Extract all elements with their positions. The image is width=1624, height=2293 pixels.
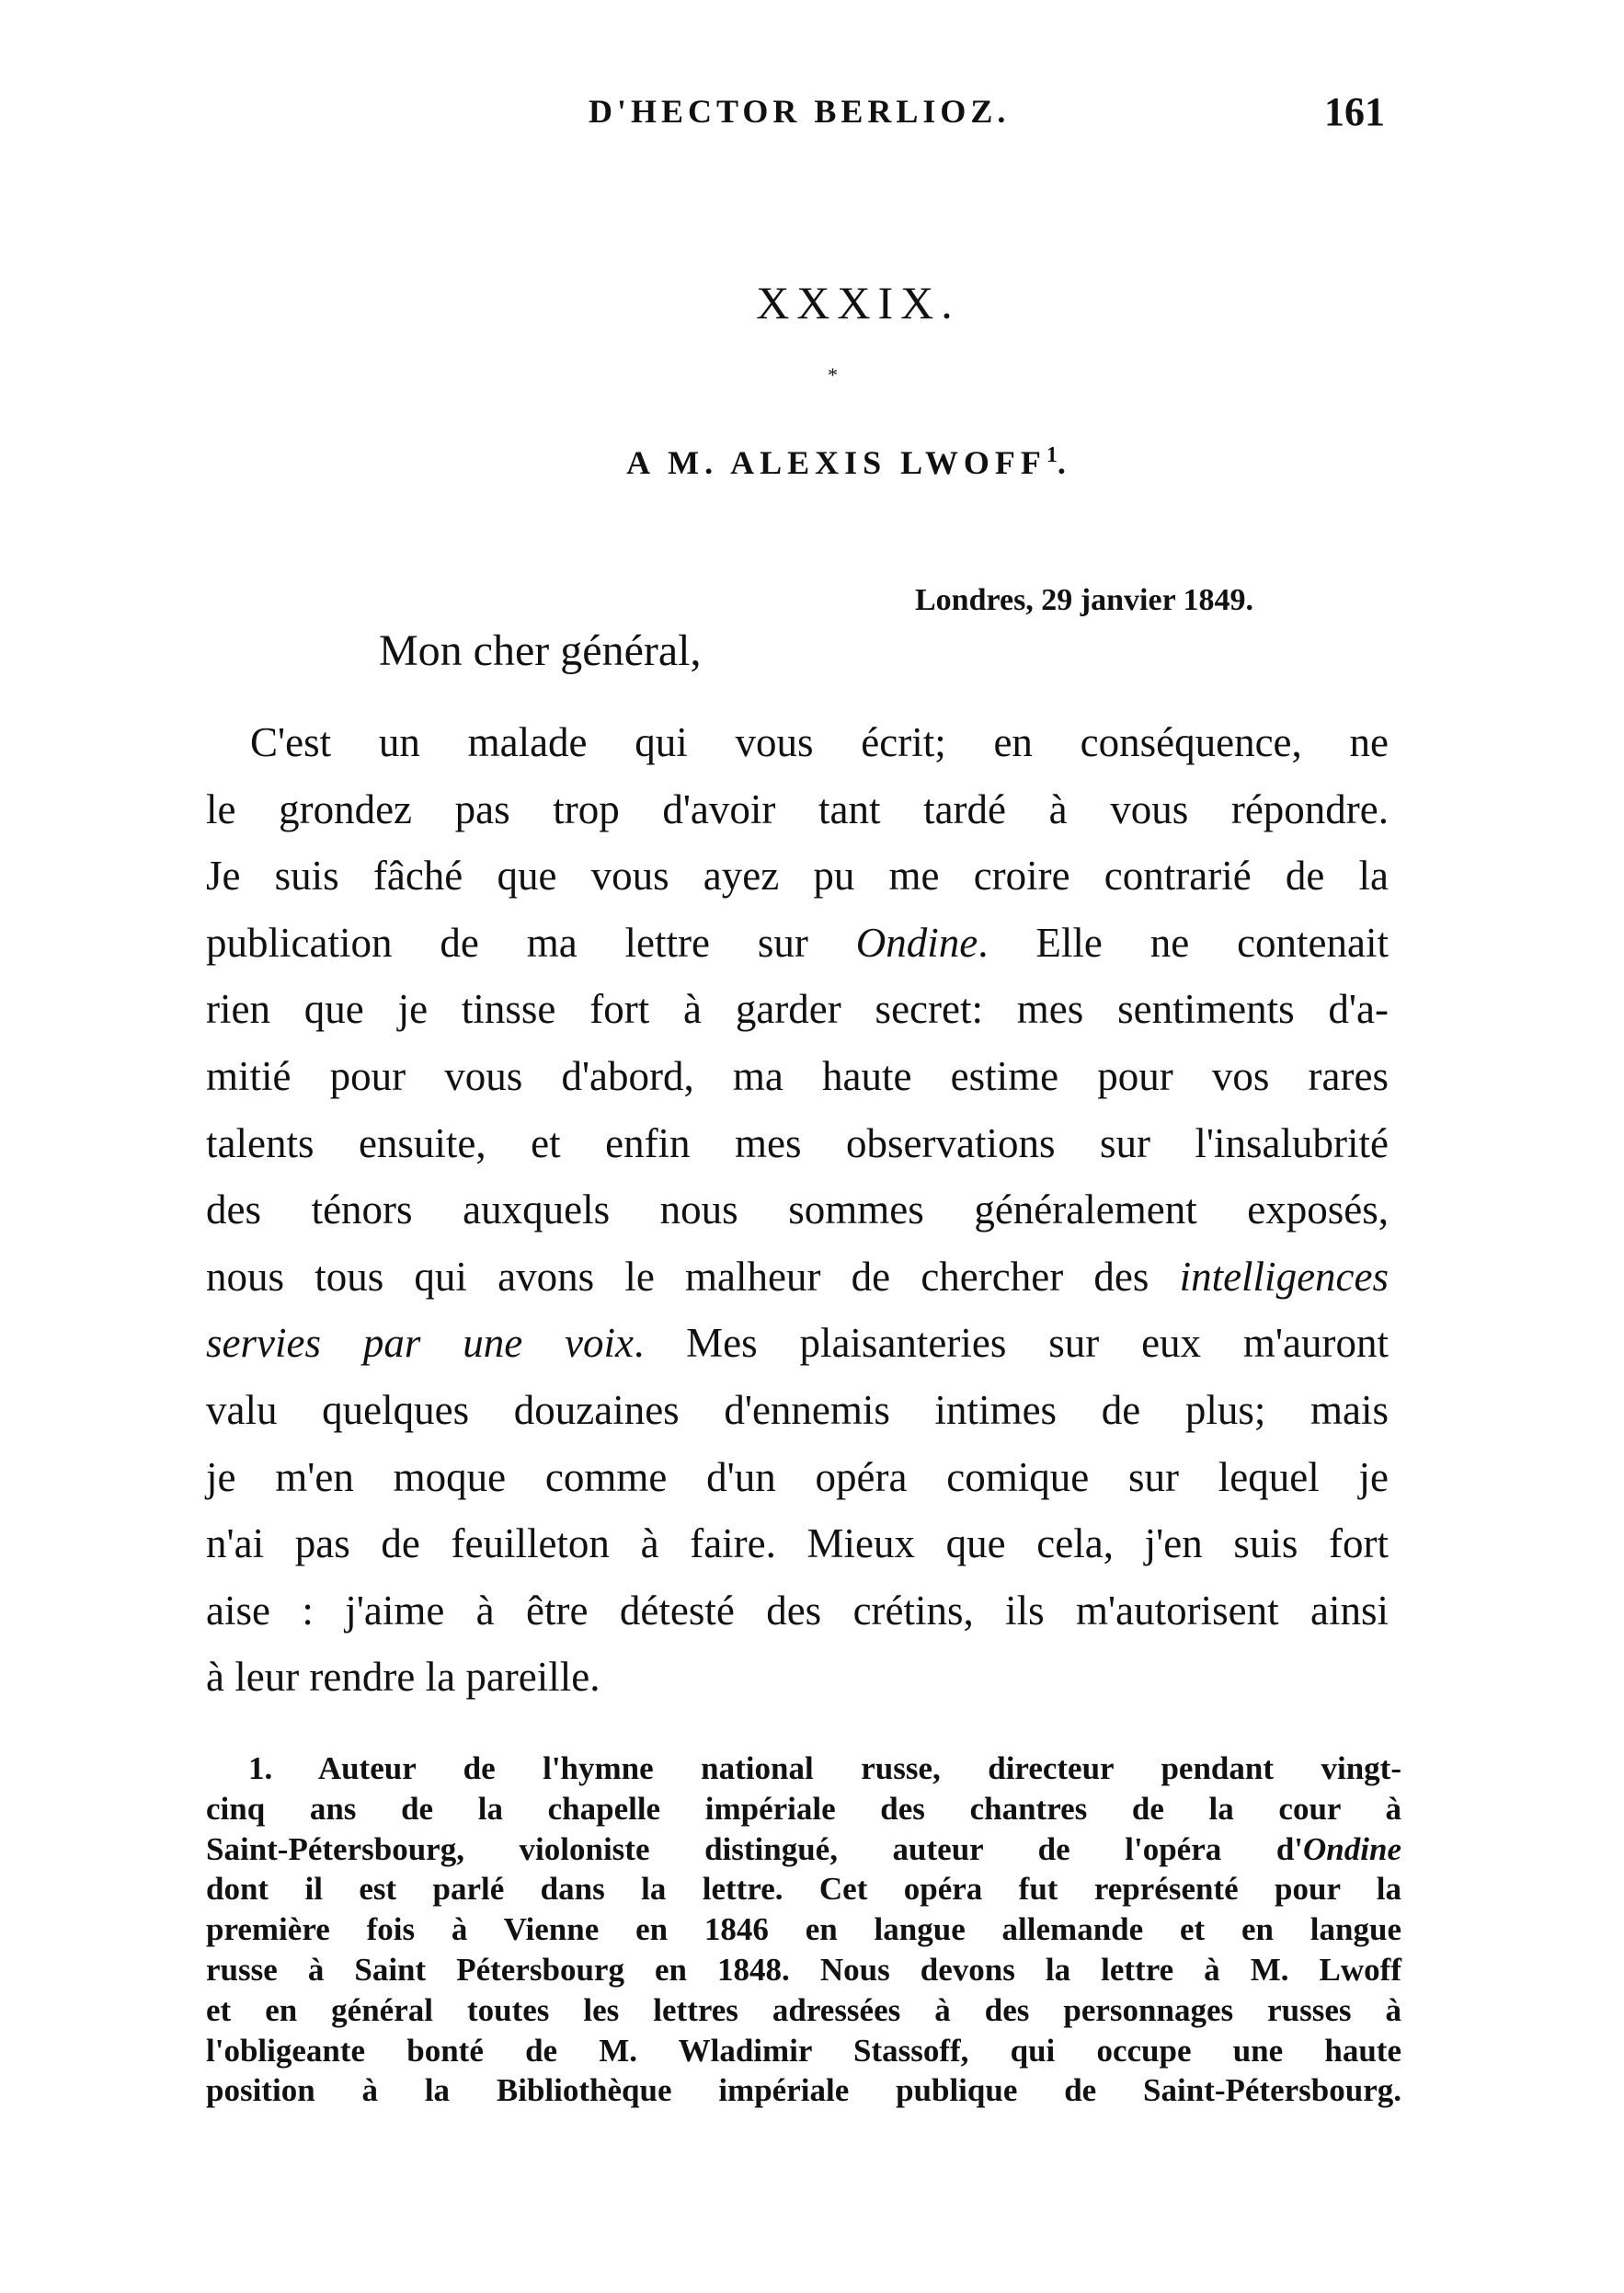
text: publication de ma lettre sur (206, 919, 856, 966)
addressee-end: . (1057, 444, 1071, 481)
body-line: je m'en moque comme d'un opéra comique sur lequel je (206, 1453, 1389, 1500)
body-line: le grondez pas trop d'avoir tant tardé à vous répondre. (206, 785, 1389, 832)
fn-line: 1. Auteur de l'hymne national russe, directeur pendant vingt- (248, 1750, 1401, 1786)
body-line: à leur rendre la pareille. (206, 1654, 600, 1701)
italic-text: Ondine (855, 919, 978, 966)
body-line: Je suis fâché que vous ayez pu me croire contrarié de la (206, 853, 1389, 900)
text: nous tous qui avons le malheur de chercher des (206, 1253, 1180, 1300)
body-line: n'ai pas de feuilleton à faire. Mieux que cela, j'en suis fort (206, 1520, 1389, 1567)
fn-line: russe à Saint Pétersbourg en 1848. Nous devons la lettre à M. Lwoff (206, 1952, 1401, 1988)
fn-line: première fois à Vienne en 1846 en langue allemande et en langue (206, 1911, 1401, 1948)
footnote-ref: 1 (1046, 443, 1058, 467)
italic-text: Ondine (1303, 1830, 1401, 1867)
italic-text: intelligences (1179, 1253, 1389, 1300)
fn-line: cinq ans de la chapelle impériale des chantres de la cour à (206, 1790, 1401, 1827)
body-line: rien que je tinsse fort à garder secret: mes sentiments d'a- (206, 986, 1389, 1033)
ornament: * (828, 363, 838, 386)
page-number: 161 (1324, 89, 1385, 134)
addressee (0, 443, 1624, 482)
text: Saint-Pétersbourg, violoniste distingué, auteur de l'opéra d' (206, 1830, 1304, 1867)
fn-line: dont il est parlé dans la lettre. Cet opéra fut représenté pour la (206, 1871, 1401, 1908)
fn-line: et en général toutes les lettres adressées à des personnages russes à (206, 1991, 1401, 2028)
fn-line (206, 1830, 1401, 1867)
running-head: D'HECTOR BERLIOZ. (589, 93, 1011, 130)
fn-line: position à la Bibliothèque impériale publique de Saint-Pétersbourg. (206, 2072, 1401, 2109)
dateline: Londres, 29 janvier 1849. (915, 583, 1254, 617)
body-line (206, 1253, 1389, 1300)
body-line: talents ensuite, et enfin mes observations sur l'insalubrité (206, 1119, 1389, 1166)
addressee-text: A M. ALEXIS LWOFF (626, 444, 1046, 481)
body-line: valu quelques douzaines d'ennemis intimes de plus; mais (206, 1387, 1389, 1433)
body-line: mitié pour vous d'abord, ma haute estime pour vos rares (206, 1053, 1389, 1099)
fn-line: l'obligeante bonté de M. Wladimir Stassoff, qui occupe une haute (206, 2032, 1401, 2069)
text: . Mes plaisanteries sur eux m'auront (633, 1320, 1389, 1367)
body-line: des ténors auxquels nous sommes généralement exposés, (206, 1187, 1389, 1233)
body-line (206, 1320, 1389, 1367)
body-line (206, 919, 1389, 966)
body-line: C'est un malade qui vous écrit; en conséquence, ne (250, 719, 1389, 765)
text: . Elle ne contenait (978, 919, 1389, 966)
italic-text: servies par une voix (206, 1320, 634, 1367)
letter-number: XXXIX. (756, 277, 960, 328)
salutation: Mon cher général, (379, 626, 702, 675)
body-line: aise : j'aime à être détesté des crétins, ils m'autorisent ainsi (206, 1587, 1389, 1634)
